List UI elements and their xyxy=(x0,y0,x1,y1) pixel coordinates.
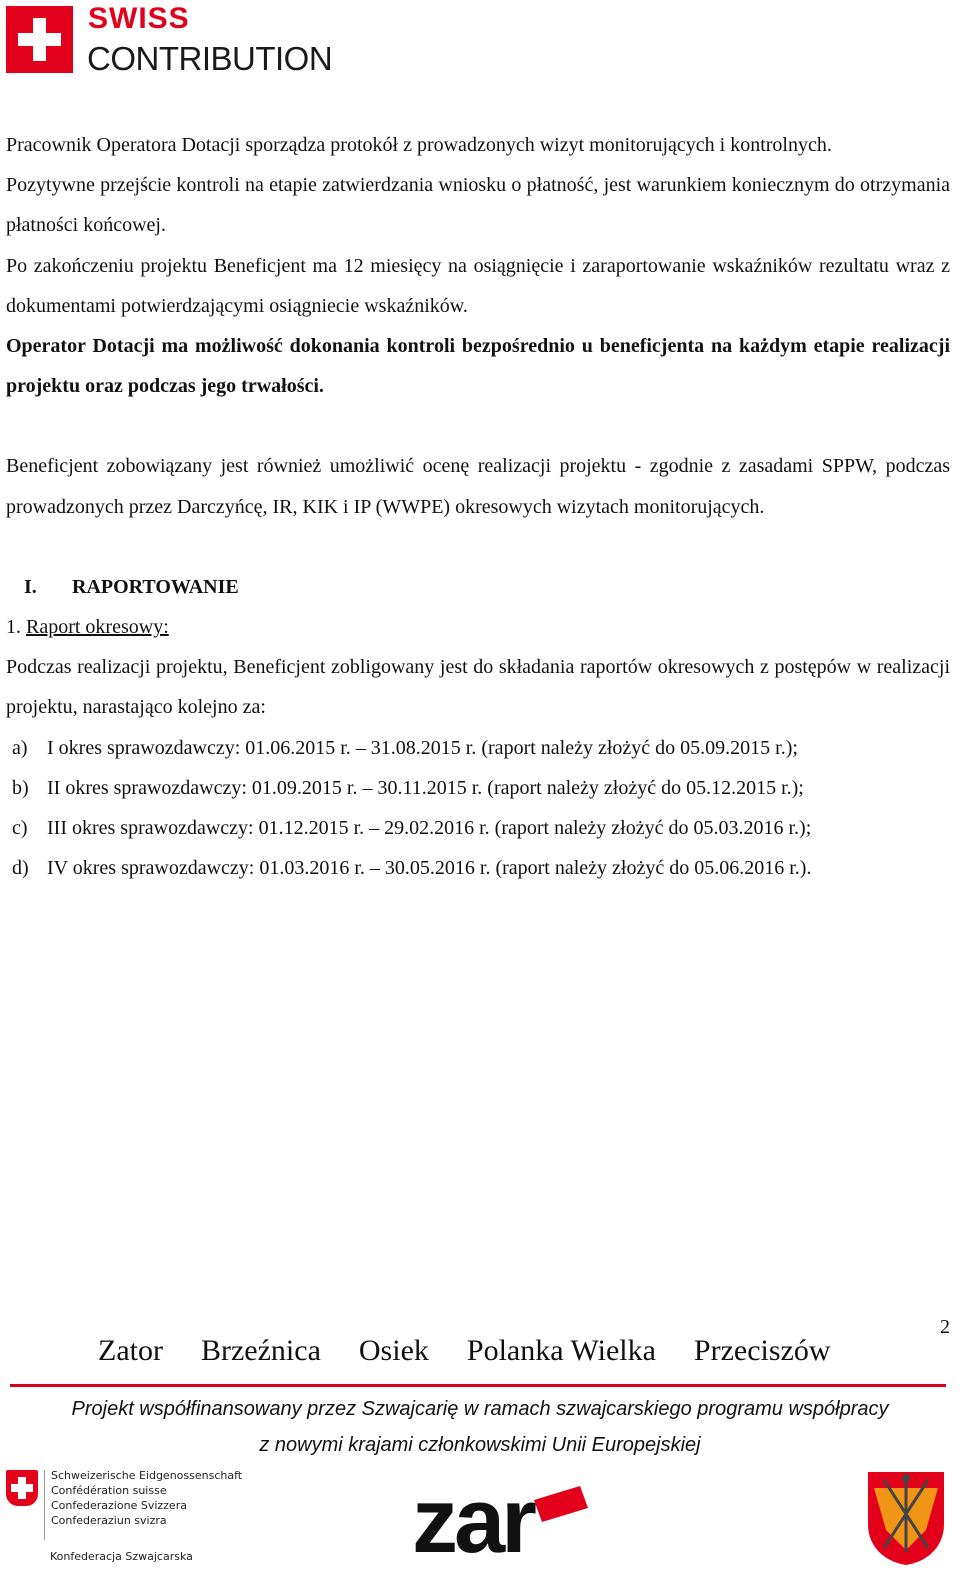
list-item: b) II okres sprawozdawczy: 01.09.2015 r. – 30.11.2015 r. (raport należy złożyć do 05.12.2015 r.); xyxy=(12,776,804,799)
swiss-cross-icon xyxy=(6,6,73,73)
paragraph-operator-control: Operator Dotacji ma możliwość dokonania kontroli bezpośrednio u beneficjenta na każdym etapie realizacji projektu oraz podczas jego trwałości. xyxy=(6,335,950,398)
town-name: Brzeźnica xyxy=(200,1334,321,1367)
paragraph-reports: Podczas realizacji projektu, Beneficjent zobligowany jest do składania raportów okresowych z postępów w realizacji projektu, narastająco kolejno za: xyxy=(6,656,950,719)
paragraph-control: Pozytywne przejście kontroli na etapie zatwierdzania wniosku o płatność, jest warunkiem koniecznym do otrzymania płatności końcowej. xyxy=(6,174,950,237)
subsection-heading xyxy=(6,607,950,647)
section-heading xyxy=(6,567,950,607)
footer-towns xyxy=(98,1334,831,1368)
subsection-title: Raport okresowy: xyxy=(26,616,169,639)
swiss-confederation-logo xyxy=(6,1470,266,1580)
list-item: d) IV okres sprawozdawczy: 01.03.2016 r. – 30.05.2016 r. (raport należy złożyć do 05.06.2016 r.). xyxy=(12,857,812,880)
confederation-name-pl: Konfederacja Szwajcarska xyxy=(50,1550,193,1563)
coat-of-arms-icon xyxy=(866,1470,946,1566)
footer-divider xyxy=(10,1384,946,1387)
town-name: Osiek xyxy=(358,1334,429,1367)
paragraph-evaluation: Beneficjent zobowiązany jest również umożliwić ocenę realizacji projektu - zgodnie z zasadami SPPW, podczas prowadzonych przez Darczyńcę, IR, KIK i IP (WWPE) okresowych wizytach monitorujących. xyxy=(6,455,950,518)
town-name: Przeciszów xyxy=(693,1334,831,1367)
paragraph-indicators: Po zakończeniu projektu Beneficjent ma 12 miesięcy na osiągnięcie i zaraportowanie wskaźników rezultatu wraz z dokumentami potwierdzającymi osiągniecie wskaźników. xyxy=(6,254,950,317)
confederation-names: Schweizerische Eidgenossenschaft Confédération suisse Confederazione Svizzera Confederaziun svizra xyxy=(51,1469,243,1527)
page-number: 2 xyxy=(940,1316,950,1338)
town-name: Zator xyxy=(98,1334,163,1367)
subsection-number: 1. xyxy=(6,616,21,639)
zar-logo xyxy=(412,1480,602,1560)
swiss-contribution-logo xyxy=(6,2,346,77)
footer-cofinancing-line2: z nowymi krajami członkowskimi Unii Europejskiej xyxy=(259,1434,701,1456)
section-title: RAPORTOWANIE xyxy=(72,575,239,598)
footer-cofinancing-line1: Projekt współfinansowany przez Szwajcarię w ramach szwajcarskiego programu współpracy xyxy=(71,1398,889,1420)
section-number: I. xyxy=(24,575,37,598)
logo-line2: CONTRIBUTION xyxy=(87,40,333,77)
list-item: c) III okres sprawozdawczy: 01.12.2015 r. – 29.02.2016 r. (raport należy złożyć do 05.03.2016 r.); xyxy=(12,817,812,840)
reporting-periods-list xyxy=(6,728,950,889)
town-name: Polanka Wielka xyxy=(466,1334,656,1367)
document-body xyxy=(6,125,950,888)
swiss-shield-icon xyxy=(6,1470,38,1506)
logo-line1: SWISS xyxy=(88,2,190,35)
list-item: a) I okres sprawozdawczy: 01.06.2015 r. – 31.08.2015 r. (raport należy złożyć do 05.09.2015 r.); xyxy=(12,736,798,759)
svg-text:zar: zar xyxy=(412,1480,533,1560)
paragraph-protocol: Pracownik Operatora Dotacji sporządza protokół z prowadzonych wizyt monitorujących i kontrolnych. xyxy=(6,134,832,156)
